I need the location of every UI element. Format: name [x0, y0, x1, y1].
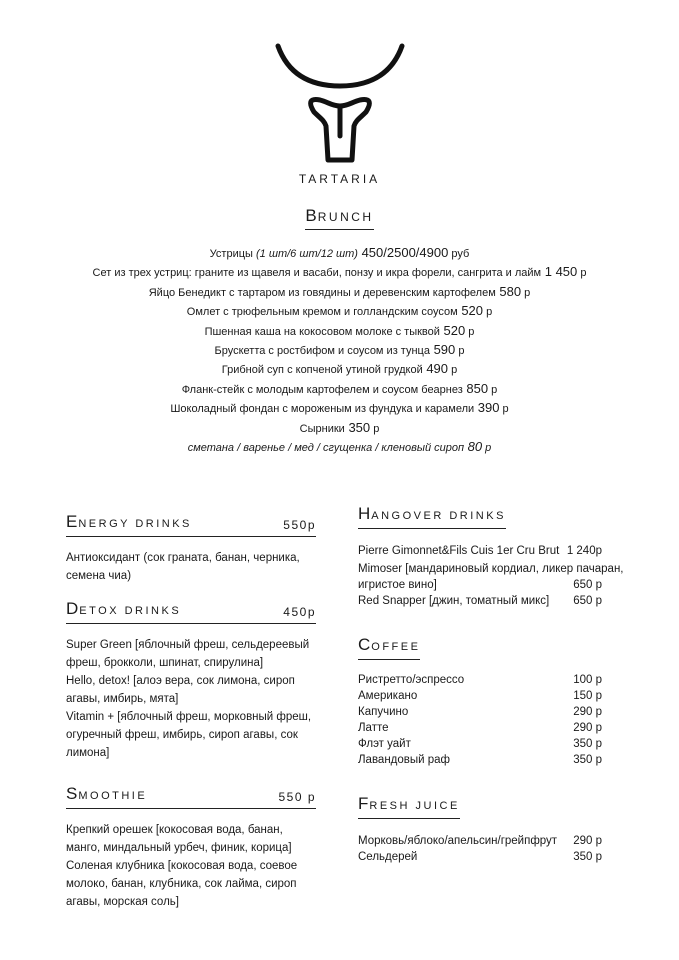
list-item: Сельдерей 350 р	[358, 851, 602, 863]
smoothie-price: 550 р	[278, 790, 316, 804]
fresh-juice-list	[358, 833, 602, 865]
brunch-item: Сет из трех устриц: граните из щавеля и васаби, понзу и икра форели, сангрита и лайм 1 450 р	[92, 264, 587, 280]
list-item: Pierre Gimonnet&Fils Cuis 1er Cru Brut 1 240р	[358, 545, 602, 557]
fresh-juice-heading: FRESH JUICE	[358, 794, 460, 819]
list-item: Морковь/яблоко/апельсин/грейпфрут 290 р	[358, 835, 602, 847]
list-item: Капучино 290 р	[358, 706, 602, 718]
brunch-item: Шоколадный фондан с мороженым из фундука и карамели 390 р	[170, 400, 509, 416]
list-item: Ристретто/эспрессо 100 р	[358, 674, 602, 686]
brunch-list	[0, 244, 679, 457]
list-item: Крепкий орешек [кокосовая вода, банан, манго, миндальный урбеч, финик, корица]	[66, 824, 292, 854]
brunch-item: Фланк-стейк с молодым картофелем и соусом беарнез 850 р	[181, 380, 498, 396]
energy-drinks-price: 550р	[283, 518, 316, 532]
brunch-item: Устрицы (1 шт/6 шт/12 шт) 450/2500/4900 руб	[209, 245, 470, 260]
energy-drinks-desc: Антиоксидант (сок граната, банан, черника, семена чиа)	[66, 552, 300, 582]
detox-drinks-heading: DETOX DRINKS 450р	[66, 599, 316, 624]
left-column	[66, 512, 316, 911]
coffee-heading: COFFEE	[358, 635, 420, 660]
detox-drinks-price: 450р	[283, 605, 316, 619]
detox-drinks-list	[66, 636, 316, 762]
hangover-drinks-heading: HANGOVER DRINKS	[358, 504, 506, 529]
smoothie-list	[66, 821, 316, 911]
brand-name: TARTARIA	[298, 172, 381, 186]
list-item: Лавандовый раф 350 р	[358, 754, 602, 766]
list-item: Vitamin + [яблочный фреш, морковный фреш, огуречный фреш, имбирь, сироп агавы, сок лимона]	[66, 711, 312, 759]
brunch-heading: BRUNCH	[0, 206, 679, 230]
list-item: Латте 290 р	[358, 722, 602, 734]
hangover-drinks-list	[358, 543, 624, 609]
brunch-item: Сырники 350 р	[299, 419, 380, 435]
list-item: Соленая клубника [кокосовая вода, соевое молоко, банан, клубника, сок лайма, сироп агавы, морская соль]	[66, 860, 298, 908]
coffee-list	[358, 672, 602, 768]
brunch-item: Пшенная каша на кокосовом молоке с тыквой 520 р	[204, 322, 475, 338]
list-item: Hello, detox! [алоэ вера, сок лимона, сироп агавы, имбирь, мята]	[66, 675, 295, 705]
list-item: Super Green [яблочный фреш, сельдереевый фреш, брокколи, шпинат, спирулина]	[66, 639, 310, 669]
right-column	[358, 504, 624, 865]
brunch-item: Брускетта с ростбифом и соусом из тунца 590 р	[214, 342, 465, 358]
list-item: Red Snapper [джин, томатный микс] 650 р	[358, 595, 602, 607]
brunch-item: Грибной суп с копченой утиной грудкой 490 р	[221, 361, 458, 377]
list-item: Американо 150 р	[358, 690, 602, 702]
brunch-item: Яйцо Бенедикт с тартаром из говядины и деревенским картофелем 580 р	[148, 283, 531, 299]
list-item: Mimoser [мандариновый кордиал, ликер пачаран, игристое вино] 650 р	[358, 563, 624, 591]
brunch-item: Омлет с трюфельным кремом и голландским соусом 520 р	[186, 303, 493, 319]
energy-drinks-heading: ENERGY DRINKS 550р	[66, 512, 316, 537]
smoothie-heading: SMOOTHIE 550 р	[66, 784, 316, 809]
list-item: Флэт уайт 350 р	[358, 738, 602, 750]
brunch-toppings: сметана / варенье / мед / сгущенка / кленовый сироп 80 р	[187, 439, 492, 455]
bull-head-logo	[274, 40, 406, 168]
